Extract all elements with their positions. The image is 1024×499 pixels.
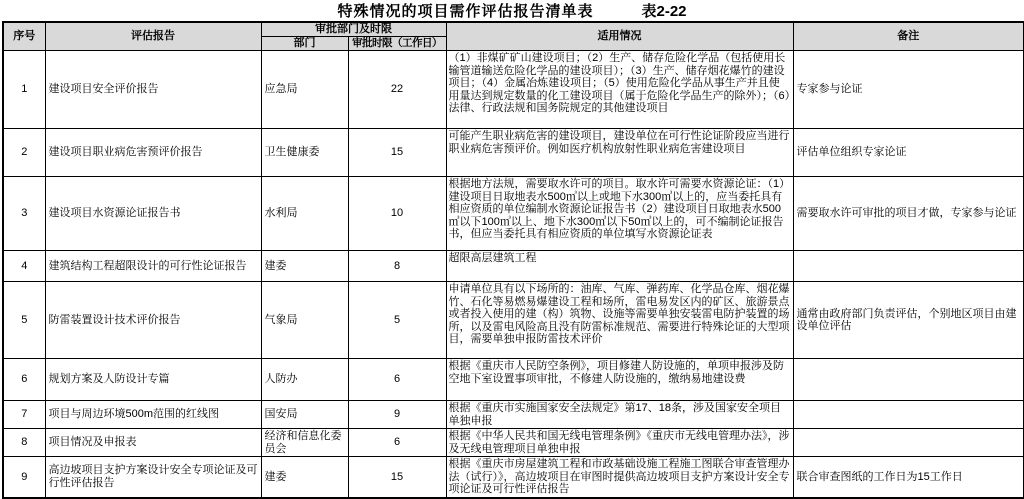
table-row bbox=[3, 129, 1024, 177]
header-row-1 bbox=[3, 22, 1024, 37]
cell-report: 防雷装置设计技术评价报告 bbox=[45, 282, 261, 359]
cell-applicable: （1）非煤矿矿山建设项目；（2）生产、储存危险化学品（包括使用长输管道输送危险化学品的建设项目）；（3）生产、储存烟花爆竹的建设项目；（4）金属冶炼建设项目；（5）使用危险化学品从事生产并且使用量达到规定数量的化工建设项目（属于危险化学品生产的除外）；（6）法律、行政法规和国务院规定的其他建设项目 bbox=[446, 51, 793, 129]
table-row bbox=[3, 401, 1024, 429]
cell-report: 建筑结构工程超限设计的可行性论证报告 bbox=[45, 251, 261, 282]
cell-time-limit: 15 bbox=[348, 129, 446, 177]
cell-remark bbox=[793, 401, 1024, 429]
cell-no: 5 bbox=[3, 282, 45, 359]
cell-remark bbox=[793, 359, 1024, 401]
title-bar bbox=[0, 0, 1024, 21]
cell-dept: 水利局 bbox=[261, 177, 348, 251]
cell-time-limit: 5 bbox=[348, 282, 446, 359]
cell-dept: 建委 bbox=[261, 457, 348, 498]
table-row bbox=[3, 51, 1024, 129]
cell-time-limit: 6 bbox=[348, 359, 446, 401]
cell-report: 规划方案及人防设计专篇 bbox=[45, 359, 261, 401]
cell-applicable: 根据《重庆市实施国家安全法规定》第17、18条，涉及国家安全项目单独申报 bbox=[446, 401, 793, 429]
col-header-no: 序号 bbox=[3, 22, 45, 51]
cell-time-limit: 6 bbox=[348, 429, 446, 457]
cell-dept: 应急局 bbox=[261, 51, 348, 129]
table-number: 表2-22 bbox=[641, 3, 687, 20]
cell-remark bbox=[793, 429, 1024, 457]
cell-applicable: 根据地方法规，需要取水许可的项目。取水许可需要水资源论证：（1）建设项目日取地表水500㎥以上或地下水300㎥以上的，应当委托具有相应资质的单位编制水资源论证报告书（2）建设项目日取地表水500㎥以下100㎥以上、地下水300㎥以下50㎥以上的，可不编制论证报告书，但应当委托具有相应资质的单位填写水资源论证表 bbox=[446, 177, 793, 251]
cell-applicable: 可能产生职业病危害的建设项目，建设单位在可行性论证阶段应当进行职业病危害预评价。例如医疗机构放射性职业病危害建设项目 bbox=[446, 129, 793, 177]
cell-dept: 气象局 bbox=[261, 282, 348, 359]
cell-applicable: 根据《重庆市房屋建筑工程和市政基础设施工程施工图联合审查管理办法（试行）》，高边坡项目在审图时提供高边坡项目支护方案设计安全专项论证及可行性评估报告 bbox=[446, 457, 793, 498]
col-header-dept: 部门 bbox=[261, 37, 348, 51]
cell-dept: 建委 bbox=[261, 251, 348, 282]
cell-no: 1 bbox=[3, 51, 45, 129]
table-row bbox=[3, 177, 1024, 251]
cell-time-limit: 9 bbox=[348, 401, 446, 429]
cell-no: 9 bbox=[3, 457, 45, 498]
col-header-time-limit: 审批时限（工作日） bbox=[348, 37, 446, 51]
cell-remark bbox=[793, 251, 1024, 282]
table-row bbox=[3, 429, 1024, 457]
cell-time-limit: 8 bbox=[348, 251, 446, 282]
col-header-remark: 备注 bbox=[793, 22, 1024, 51]
cell-applicable: 根据《重庆市人民防空条例》，项目修建人防设施的，单项申报涉及防空地下室设置事项审批，不修建人防设施的，缴纳易地建设费 bbox=[446, 359, 793, 401]
cell-no: 8 bbox=[3, 429, 45, 457]
cell-dept: 国安局 bbox=[261, 401, 348, 429]
cell-dept: 人防办 bbox=[261, 359, 348, 401]
cell-time-limit: 10 bbox=[348, 177, 446, 251]
cell-report: 项目与周边环境500m范围的红线图 bbox=[45, 401, 261, 429]
cell-report: 建设项目安全评价报告 bbox=[45, 51, 261, 129]
cell-no: 7 bbox=[3, 401, 45, 429]
cell-report: 建设项目职业病危害预评价报告 bbox=[45, 129, 261, 177]
cell-report: 项目情况及申报表 bbox=[45, 429, 261, 457]
cell-no: 3 bbox=[3, 177, 45, 251]
page-title: 特殊情况的项目需作评估报告清单表 bbox=[337, 3, 594, 20]
cell-time-limit: 22 bbox=[348, 51, 446, 129]
cell-dept: 经济和信息化委员会 bbox=[261, 429, 348, 457]
table-row bbox=[3, 251, 1024, 282]
cell-report: 建设项目水资源论证报告书 bbox=[45, 177, 261, 251]
cell-no: 4 bbox=[3, 251, 45, 282]
cell-remark: 专家参与论证 bbox=[793, 51, 1024, 129]
table-body bbox=[3, 51, 1024, 498]
table-row bbox=[3, 359, 1024, 401]
cell-no: 6 bbox=[3, 359, 45, 401]
col-header-approval-group: 审批部门及时限 bbox=[261, 22, 446, 37]
cell-time-limit: 15 bbox=[348, 457, 446, 498]
col-header-report: 评估报告 bbox=[45, 22, 261, 51]
cell-applicable: 根据《中华人民共和国无线电管理条例》《重庆市无线电管理办法》，涉及无线电管理项目单独申报 bbox=[446, 429, 793, 457]
table-row bbox=[3, 282, 1024, 359]
col-header-applicable: 适用情况 bbox=[446, 22, 793, 51]
cell-no: 2 bbox=[3, 129, 45, 177]
cell-applicable: 超限高层建筑工程 bbox=[446, 251, 793, 282]
table-row bbox=[3, 457, 1024, 498]
table-header bbox=[3, 22, 1024, 51]
cell-remark: 联合审查图纸的工作日为15工作日 bbox=[793, 457, 1024, 498]
cell-applicable: 申请单位具有以下场所的：油库、气库、弹药库、化学品仓库、烟花爆竹、石化等易燃易爆建设工程和场所，雷电易发区内的矿区、旅游景点或者投入使用的建（构）筑物、设施等需要单独安装雷电防护装置的场所，以及雷电风险高且没有防雷标准规范、需要进行特殊论证的大型项目，需要单独申报防雷技术评价 bbox=[446, 282, 793, 359]
assessment-report-table bbox=[2, 21, 1024, 499]
cell-dept: 卫生健康委 bbox=[261, 129, 348, 177]
cell-remark: 需要取水许可审批的项目才做，专家参与论证 bbox=[793, 177, 1024, 251]
cell-report: 高边坡项目支护方案设计安全专项论证及可行性评估报告 bbox=[45, 457, 261, 498]
cell-remark: 通常由政府部门负责评估，个别地区项目由建设单位评估 bbox=[793, 282, 1024, 359]
cell-remark: 评估单位组织专家论证 bbox=[793, 129, 1024, 177]
